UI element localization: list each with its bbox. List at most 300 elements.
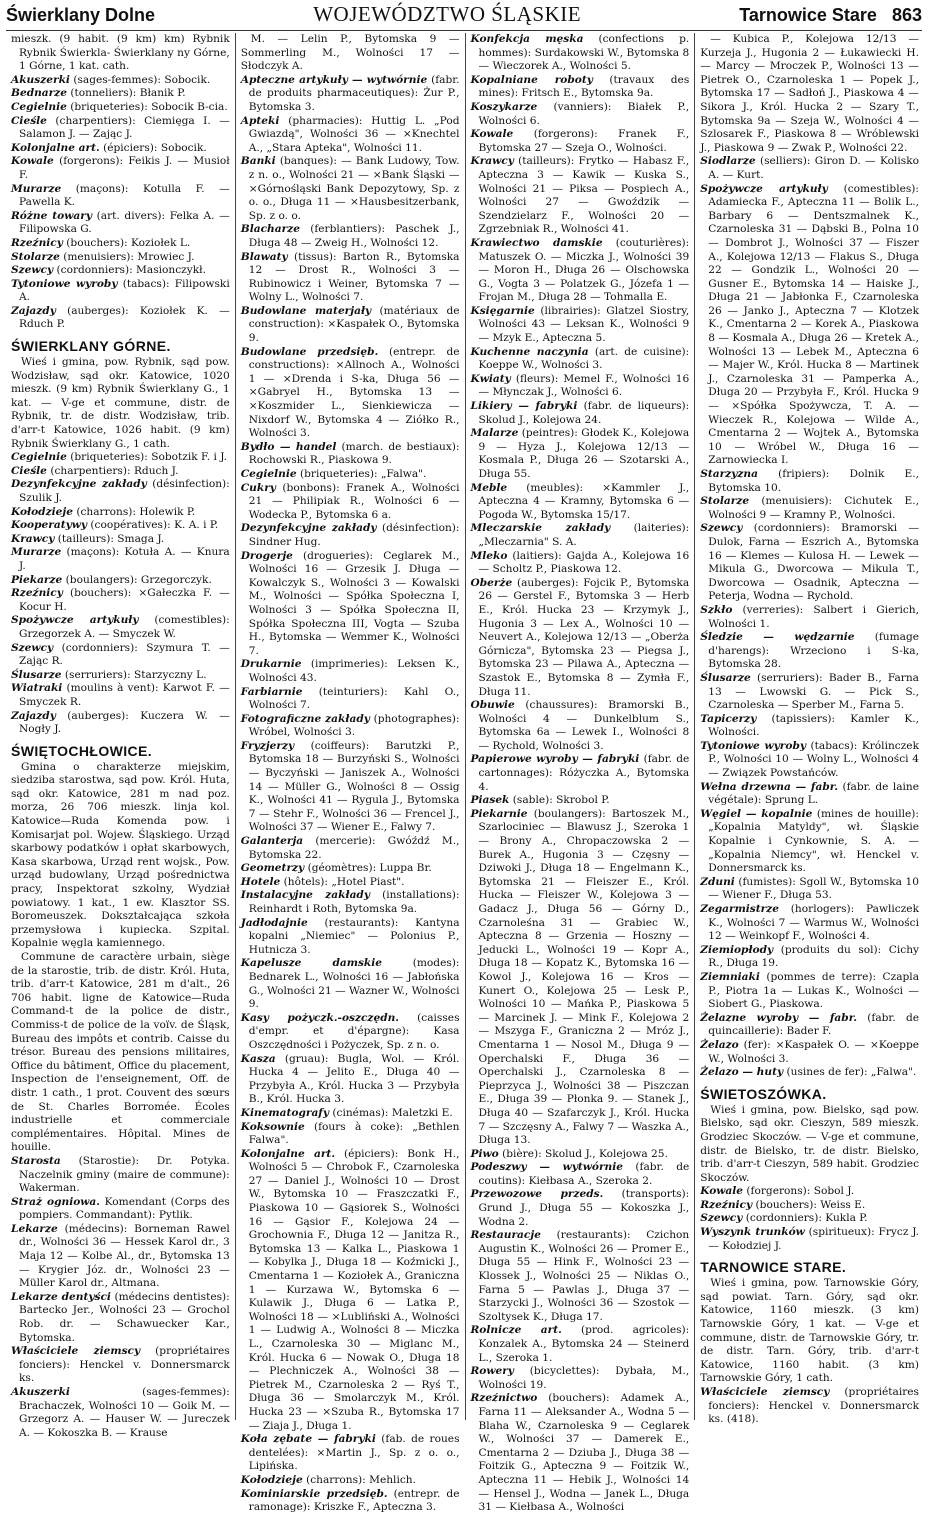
trade-entry [11, 305, 230, 332]
trade-entry-text: (auberges): Fojcik P., Bytomska 26 — Gerstel F., Bytomska 3 — Herb E., Król. Hucka 23 — Krzymyk J., Hugonia 3 — Lex A., Wolności 10 — Neuvert A., Kolejowa 12/13 — „Oberża Górnicza", Bytomska 23 — Piegsa J., Bytomska 23 — Pilawa A., Apteczna — Szastok E., Bytomska 8 — Zymła F., Długa 11. [478, 576, 690, 698]
column-1 [6, 33, 236, 1439]
locality-description: Wieś i gmina, pow. Tarnowskie Góry, sąd powiat. Tarn. Góry, sąd okr. Katowice, 1160 mieszk. (3 km) Tarnowskie Góry, 1 kat. — V-ge et commune, distr. de Tarnowskie Góry, tr. de distr. Tarn. Góry, trib. d'arr-t Katowice, 1160 habit. (3 km) Tarnowskie Góry, 1 cath. [700, 1277, 919, 1385]
trade-category-label: Straż ogniowa. [11, 1195, 100, 1208]
trade-entry [11, 33, 230, 74]
trade-entry-text: (serruriers): Bader B., Farna 13 — Lwowski G. — Pick S., Czarnoleska — Sperber M., Farna 5. [708, 671, 919, 712]
trade-category-label: Rolnicze art. [470, 1324, 562, 1337]
trade-category-label: Kasy pożyczk.-oszczędn. [240, 1011, 399, 1024]
trade-category-label: Kasza [240, 1052, 276, 1065]
trade-entry [471, 794, 690, 808]
trade-entry [11, 682, 230, 709]
trade-entry-text: (modes): Bednarek L., Wolności 16 — Jabłońska G., Wolności 21 — Wazner W., Wolności 9. [248, 957, 460, 1011]
trade-entry [471, 1324, 690, 1365]
trade-entry-text: (art. de cuisine): Koeppe W., Wolności 3. [478, 345, 690, 372]
trade-category-label: Kinematografy [240, 1106, 330, 1119]
trade-entry-text: (verreries): Salbert i Gierich, Wolności 1. [708, 603, 919, 630]
trade-entry [11, 465, 230, 479]
trade-entry-text: (banques): — Bank Ludowy, Tow. z n. o., Wolności 21 — ×Bank Śląski — ×Górnośląski Bank Depozytowy, Sp. z o. o., Długa 11 — ×Hausbesitzerbank, Sp. z o. o. [248, 155, 460, 222]
trade-entry [241, 74, 460, 115]
trade-entry-text: (entrepr. de constructions): ×Allnoch A., Wolności 1 — ×Drenda i S-ka, Długa 56 — ×Gabryel H., Bytomska 13 — ×Koszmider L., Sienkiewicza — Nixdorf W., Bytomska 4 — Ziółko R., Wolności 3. [248, 345, 460, 440]
trade-entry-text: (tonneliers): Błanik P. [70, 87, 186, 100]
trade-entry [11, 251, 230, 265]
header-right-locality: Tarnowice Stare [739, 5, 877, 25]
trade-category-label: Księgarnie [470, 304, 535, 317]
trade-entry-text: Komendant (Corps des pompiers. Commandant): Pytlik. [19, 1195, 230, 1222]
trade-category-label: Ślusarze [700, 671, 751, 684]
trade-entry [471, 753, 690, 794]
trade-entry [700, 740, 919, 781]
trade-entry-text: (moulins à vent): Karwot F. — Smyczek R. [19, 682, 230, 708]
trade-entry [471, 346, 690, 373]
trade-entry [241, 223, 460, 250]
trade-entry-text: (briqueteries): Sobotzik F. i J. [70, 451, 228, 464]
trade-category-label: Mleczarskie zakłady [470, 522, 611, 535]
trade-entry [241, 1433, 460, 1474]
trade-category-label: Szewcy [11, 264, 54, 277]
trade-entry-text: (géomètres): Luppa Br. [307, 862, 432, 875]
trade-category-label: Kowale [700, 1185, 744, 1198]
trade-entry [11, 264, 230, 278]
trade-category-label: Drogerje [240, 549, 293, 562]
trade-category-label: Kooperatywy [11, 519, 88, 532]
trade-entry [241, 251, 460, 305]
trade-entry-text: (fours à coke): „Bethlen Falwa". [248, 1120, 460, 1147]
trade-entry-text: (tabacs): Królinczek P., Wolności 10 — Wolny L., Wolności 4 — Związek Powstańców. [708, 739, 919, 780]
trade-category-label: Wyszynk trunków [700, 1226, 805, 1239]
trade-entry-text: (forgerons): Feikis J. — Musioł F. [19, 155, 230, 181]
trade-entry [471, 1188, 690, 1229]
trade-category-label: Zegarmistrze [700, 903, 780, 915]
trade-entry [471, 373, 690, 400]
trade-entry-text: (tissus): Barton R., Bytomska 12 — Drost R., Wolności 3 — Rubinowicz i Weiner, Bytomska 7 — Wolny L., Wolności 7. [248, 250, 460, 304]
trade-entry [241, 1474, 460, 1488]
trade-category-label: Fotograficzne zakłady [240, 712, 370, 725]
trade-entry-text: (bouchers): Weiss E. [755, 1198, 866, 1211]
trade-entry [241, 876, 460, 890]
trade-entry [471, 305, 690, 346]
trade-entry [11, 642, 230, 669]
trade-entry-text: (sages-femmes): Sobocik. [73, 73, 211, 86]
trade-entry [241, 468, 460, 482]
trade-entry-text: (tailleurs): Smaga J. [57, 532, 165, 545]
trade-entry [241, 155, 460, 223]
trade-entry-text: (fab. de roues dentelées): ×Martin J., Sp. z o. o., Lipińska. [248, 1433, 460, 1473]
trade-category-label: Zajazdy [11, 709, 56, 722]
trade-category-label: Koszykarze [470, 100, 538, 113]
trade-entry [11, 587, 230, 614]
trade-category-label: Krawiectwo damskie [470, 236, 603, 249]
trade-entry-text: (fumistes): Sgoll W., Bytomska 10 — Wiener F., Długa 53. [708, 875, 919, 902]
trade-entry-text: (désinfection): Sindner Hug. [248, 522, 460, 548]
trade-entry-text: (matériaux de construction): ×Kaspałek O., Bytomska 9. [248, 304, 460, 345]
locality-heading: ŚWIETOSZÓWKA. [700, 1085, 827, 1102]
trade-category-label: Kopalniane roboty [470, 73, 593, 86]
trade-entry [241, 1053, 460, 1107]
trade-category-label: Fryzjerzy [240, 739, 295, 752]
trade-entry [471, 237, 690, 305]
trade-entry [11, 1386, 230, 1440]
trade-entry-text: (drogueries): Ceglarek M., Wolności 16 — Grzesik J. Długa — Kowalczyk S., Wolności 3 — Kowalski M., Wolności — Spółka Społeczna I, Wolności 3 — Spółka Społeczna II, Spółka Społeczna III, Vogta — Szuba H., Bytomska — Wemmer K., Wolności 7. [248, 549, 460, 657]
trade-category-label: Starzyzna [700, 468, 758, 480]
trade-entry [11, 710, 230, 737]
trade-category-label: Apteczne artykuły — wytwórnie [240, 73, 428, 86]
trade-entry [471, 522, 690, 549]
trade-entry-text: (sages-femmes): Brachaczek, Wolności 10 — Goik M. — Grzegorz A. — Hauser W. — Jureczek A. — Kokoszka B. — Krause [19, 1386, 230, 1439]
trade-entry-text: (mines de houille): „Kopalnia Matyldy", wł. Śląskie Kopalnie i Cynkownie, S. A. — „Kopalnia Niemcy", wł. Henckel v. Donnersmarck ks. [708, 807, 919, 875]
trade-entry-text: (briqueteries): Sobocik B-cia. [70, 100, 228, 113]
trade-entry [700, 971, 919, 1012]
trade-entry-text: (entrepr. de ramonage): Kriszke F., Apteczna 3. [248, 1487, 460, 1514]
running-head [6, 2, 922, 31]
trade-entry-text: (prod. agricoles): Konzalek A., Bytomska 24 — Steinerd L., Szeroka 1. [478, 1324, 690, 1364]
trade-entry [700, 155, 919, 182]
trade-category-label: Starosta [11, 1154, 61, 1167]
trade-entry [700, 1386, 919, 1427]
trade-category-label: Likiery — fabryki [470, 400, 578, 413]
trade-entry-text: (vanniers): Białek P., Wolności 6. [478, 100, 690, 127]
locality-description: Wieś i gmina, pow. Rybnik, sąd pow. Wodzisław, sąd okr. Katowice, 1020 mieszk. (9 km) Rybnik Świerklany G., 1 kat. — V-ge et commune, distr. de Rybnik, tr. de distr. Wodzisław, trib. d'arr-t Katowice, 1026 habit. (9 km) Rybnik Świerklany G., 1 cath. [11, 356, 230, 450]
trade-entry-text: (bonbons): Franek A., Wolności 21 — Philipiak R., Wolności 6 — Wodecka P., Bytomska 6 a. [248, 481, 460, 521]
trade-entry-text: (boulangers): Bartoszek M., Szarlociniec — Blawusz J., Szeroka 1 — Brony A., Chropaczowska 2 — Burek A., Hugonia 3 — Częsny — Dziwoki J., Długa 18 — Engelmann K., Bytomska 21 — Fleiszer E., Król. Hucka — Fleiszer W., Kolejowa 3 — Gadacz J., Długa 56 — Górny D., Czarnoleśna 31 — Grabiec W., Apteczna 8 — Grzenia — Hoszny — Jeducki L., Wolności 19 — Kopr A., Długa 18 — Kopatz K., Bytomska 16 — Kowol J., Kolejowa 16 — Kros — Kunert O., Kolejowa 25 — Lesk P., Wolności 10 — Mańka P., Piaskowa 5 — Marcinek J. — Mink F., Kolejowa 2 — Mszyga F., Graniczna 2 — Mróz J., Cmentarna 1 — Nosol M., Długa 9 — Operchalski F., Długa 36 — Operchalski J., Czarnoleska 8 — Pieprzyca J., Wolności 38 — Piszczan E., Długa 39 — Płonka 9. — Stanek J., Długa 40 — Szafarczyk J., Król. Hucka 7 — Szczęsny A., Falwy 7 — Waszka A., Długa 13. [478, 807, 690, 1147]
locality-heading: TARNOWICE STARE. [700, 1259, 847, 1276]
trade-entry [241, 1488, 460, 1515]
trade-entry [471, 74, 690, 101]
trade-entry [471, 427, 690, 481]
trade-entry-text: (charrons): Mehlich. [306, 1473, 416, 1486]
trade-entry-text: (fer): ×Kaspałek O. — ×Koeppe W., Wolności 3. [708, 1038, 919, 1065]
trade-entry [11, 210, 230, 237]
trade-category-label: Piasek [470, 794, 510, 807]
locality-description: Gmina o charakterze miejskim, siedziba starostwa, sąd pow. Król. Huta, sąd okr. Katowice, 281 m nad poz. morza, 26 706 mieszk. linja kol. Katowice—Ruda Komenda pow. i Komisarjat pol. Wojew. Śląskiego. Urząd skarbowy podatków i opłat skarbowych, Kasa skarbowa, Urząd rent wojsk., Pow. urząd budowlany, Urząd pośrednictwa pracy, Inspektorat szkolny, Wydział powiatowy. 1 kat., 1 ew. Klasztor SS. Boromeuszek. Dokształcająca szkoła przemysłowa i kupiecka. Szpital. Kopalnie węgla kamiennego. [11, 760, 230, 950]
trade-entry [700, 1039, 919, 1066]
trade-entry [11, 87, 230, 101]
trade-entry [241, 658, 460, 685]
trade-entry [471, 400, 690, 427]
locality-description: — Kubica P., Kolejowa 12/13 — Kurzeja J., Hugonia 2 — Łukawiecki H. — Marcy — Mroczek P., Wolności 13 — Pietrek O., Czarnoleska 1 — Popek J., Bytomska 17 — Sadłoń J., Piaskowa 4 — Sikora J., Król. Hucka 2 — Szary T., Bytomska 9a — Szeja W., Wolności 4 — Szlosarek F., Piaskowa 8 — Wróblewski J., Piaskowa 9 — Zwak P., Wolności 22. [700, 33, 919, 154]
trade-category-label: Właściciele ziemscy [700, 1386, 830, 1398]
trade-category-label: Lekarze dentyści [11, 1290, 111, 1303]
trade-entry [11, 451, 230, 465]
trade-category-label: Lekarze [11, 1222, 58, 1235]
trade-entry [11, 237, 230, 251]
trade-entry-text: (horlogers): Pawliczek K., Wolności 7 — Warmus W., Wolności 12 — Weinkopf F., Wolności 4. [708, 903, 919, 943]
trade-category-label: Rzeźnicy [11, 587, 63, 600]
trade-entry-text: (art. divers): Felka A. — Filipowska G. [19, 209, 230, 236]
trade-entry [700, 781, 919, 808]
trade-category-label: Banki [240, 155, 276, 168]
trade-category-label: Kwiaty [470, 372, 511, 385]
trade-entry-text: (librairies): Glatzel Siostry, Wolności 43 — Leksan K., Wolności 9 — Mzyk E., Apteczna 5. [478, 304, 690, 345]
trade-entry-text: (auberges): Kuczera W. — Nogły J. [19, 709, 230, 736]
column-3 [466, 33, 696, 1514]
trade-category-label: Papierowe wyroby — fabryki [470, 753, 640, 766]
trade-entry-text: (march. de bestiaux): Rochowski R., Piaskowa 9. [248, 440, 460, 467]
trade-category-label: Malarze [470, 427, 519, 440]
trade-entry-text: (gruau): Bugla, Wol. — Król. Hucka 4 — Jelito E., Długa 40 — Przybyła A., Król. Hucka 3 — Przybyła B., Król. Hucka 3. [248, 1052, 460, 1106]
trade-category-label: Cieśle [11, 114, 47, 127]
trade-entry-text: (fumage d'harengs): Wrzeciono i S-ka, Bytomska 28. [708, 631, 919, 671]
header-left-locality: Świerklany Dolne [6, 5, 156, 25]
trade-entry-text: (laitiers): Gajda A., Kolejowa 16 — Scholtz P., Piaskowa 12. [478, 549, 690, 576]
trade-entry-text: (comestibles): Adamiecka F., Apteczna 11 — Bolik L., Barbary 6 — Dentszmalnek K., Czarnoleska 31 — Dąbski B., Polna 10 — Dombrot J., Wolności 37 — Fiszer A., Kolejowa 12/13 — Flakus S., Długa 22 — Gondzik L., Wolności 20 — Gusner E., Bytomska 14 — Haiske J., Długa 21 — Jabłonka F., Czarnoleska 26 — Janko J., Apteczna 7 — Klotzek K., Cmentarna 2 — Korek A., Piaskowa 8 — Kosmala A., Długa 26 — Kretek A., Wolności 13 — Lebek M., Apteczna 6 — Majer W., Król. Hucka 8 — Martinek J., Czarnoleska 31 — Pamperka A., Długa 20 — Przybyła F., Król. Hucka 9 — ×Spółka Spożywcza, T. A. — Wieczek R., Kolejowa — Wilde A., Cmentarna 2 — Wojtek A., Bytomska 10 — Wróbel W., Długa 16 — Zarnowiecka I. [708, 182, 919, 467]
trade-entry [700, 808, 919, 876]
trade-category-label: Żelazo — huty [700, 1066, 784, 1079]
trade-category-label: Koksownie [240, 1120, 305, 1133]
trade-entry [700, 944, 919, 971]
trade-entry [11, 74, 230, 88]
trade-entry-text: (charpentiers): Rduch J. [50, 464, 179, 477]
trade-entry-text: (charrons): Holewik P. [76, 505, 196, 518]
trade-entry [471, 33, 690, 74]
trade-category-label: Stolarze [11, 250, 60, 263]
trade-entry [11, 614, 230, 641]
trade-entry-text: (serruriers): Starzyczny L. [64, 668, 207, 681]
trade-entry [241, 115, 460, 156]
trade-category-label: Hotele [240, 875, 281, 888]
trade-category-label: Budowlane przedsięb. [240, 345, 379, 358]
trade-entry-text: (caisses d'empr. et d'épargne): Kasa Oszczędności i Pożyczek, Sp. z n. o. [248, 1011, 460, 1051]
trade-category-label: Obuwie [470, 699, 515, 712]
trade-category-label: Szkło [700, 603, 733, 616]
trade-category-label: Restauracje [470, 1229, 541, 1242]
trade-category-label: Ślusarze [11, 668, 62, 681]
trade-category-label: Stolarze [700, 495, 750, 508]
trade-entry [700, 1226, 919, 1253]
trade-entry-text: (fabr. de coutins): Kiełbasa A., Szeroka 2. [478, 1161, 690, 1187]
trade-entry [11, 278, 230, 305]
trade-entry [11, 115, 230, 142]
trade-entry [700, 604, 919, 631]
trade-category-label: Ziemniaki [700, 970, 760, 983]
trade-entry-text: (chaussures): Bramorski B., Wolności 4 — Dunkelblum S., Bytomska 6a — Lewek I., Wolności 8 — Rychold, Wolności 3. [478, 699, 690, 752]
trade-category-label: Tytoniowe wyroby [700, 739, 807, 752]
column-4 [695, 33, 924, 1426]
trade-entry-text: (tailleurs): Frytko — Habasz F., Apteczna 3 — Kawik — Kuska S., Wolności 21 — Piksa — Pospiech A., Wolności 27 — Gwoździk — Szendzielarz F., Wolności 20 — Zgrzebniak R., Wolności 41. [478, 155, 690, 236]
trade-entry-text: (fabr. de quincaillerie): Bader F. [708, 1011, 920, 1038]
trade-category-label: Rzeźnictwo [470, 1392, 538, 1405]
trade-entry [241, 305, 460, 346]
trade-entry [471, 577, 690, 699]
trade-category-label: Dezynfekcyjne zakłady [240, 522, 377, 535]
trade-entry-text: (cordonniers): Bramorski — Dulok, Farna — Eszrich A., Bytomska 16 — Klemes — Kulosa H. — Lewek — Mikula G., Dworcowa — Mikula T., Dworcowa — Osadnik, Apteczna — Peterja, Wodna — Rychold. [708, 522, 919, 603]
trade-entry-text: (comestibles): Grzegorzek A. — Smyczek W. [19, 614, 230, 640]
trade-category-label: Oberże [470, 576, 513, 589]
trade-category-label: Koła zębate — fabryki [240, 1433, 376, 1446]
trade-entry [11, 1196, 230, 1223]
trade-entry-text: (fabr. de liqueurs): Skolud J., Kolejowa 24. [478, 400, 690, 426]
trade-entry-text: (laiteries): „Mleczarnia" S. A. [478, 522, 690, 548]
trade-category-label: Dezynfekcyjne zakłady [11, 478, 147, 491]
trade-category-label: Cieśle [11, 464, 47, 477]
trade-entry [471, 808, 690, 1148]
trade-category-label: Spożywcze artykuły [700, 182, 828, 195]
trade-entry [241, 1121, 460, 1148]
trade-entry [241, 957, 460, 1011]
trade-entry-text: (restaurants): Kantyna kopalni „Niemiec" — Polonius P., Hutnicza 3. [248, 916, 460, 956]
trade-category-label: Kowale [470, 128, 514, 141]
trade-entry-text: (coiffeurs): Barutzki P., Bytomska 18 — Burzyński S., Wolności — Byczyński — Janiszek A., Wolności 14 — Müller G., Wolności 8 — Ossig K., Wolności 41 — Rygula J., Bytomska 7 — Stehr F., Wolności 36 — Frencel J., Wolności 37 — Wiener E., Falwy 7. [248, 739, 460, 834]
trade-entry [241, 862, 460, 876]
trade-entry-text: (spiritueux): Frycz J. — Kołodziej J. [708, 1226, 920, 1252]
trade-entry-text: (propriétaires fonciers): Henckel v. Donnersmarck ks. (418). [708, 1386, 919, 1426]
trade-entry-text: (bouchers): Koziołek L. [66, 236, 191, 249]
trade-category-label: Cegielnie [11, 100, 67, 113]
trade-category-label: Spożywcze artykuły [11, 614, 139, 627]
trade-entry [11, 519, 230, 533]
trade-category-label: Cukry [240, 481, 276, 494]
trade-entry-text: (bouchers): ×Gałeczka F. — Kocur H. [19, 587, 230, 613]
trade-entry-text: (propriétaires fonciers): Henckel v. Donnersmarck ks. [19, 1345, 230, 1385]
trade-category-label: Kapelusze damskie [240, 957, 383, 970]
trade-entry-text: (tabacs): Filipowski A. [19, 277, 230, 304]
trade-category-label: Rzeźnicy [700, 1198, 753, 1211]
trade-entry-text: (produits du sol): Cichy R., Długa 19. [708, 943, 919, 970]
trade-entry [471, 101, 690, 128]
trade-entry-text: (cordonniers): Masionczykł. [56, 264, 206, 277]
locality-heading: ŚWIERKLANY GÓRNE. [11, 338, 171, 355]
trade-category-label: Krawcy [470, 155, 514, 168]
trade-category-label: Szewcy [700, 522, 743, 535]
trade-category-label: Rowery [470, 1365, 514, 1378]
locality-description: Wieś i gmina, pow. Bielsko, sąd pow. Bielsko, sąd okr. Cieszyn, 589 mieszk. Grodziec Skoczów. — V-ge et commune, distr. de Bielsko, tr. de distr. Bielsko, trib. d'arr-t Cieszyn, 589 habit. Grodziec Skoczów. [700, 1103, 919, 1184]
trade-entry [11, 506, 230, 520]
trade-entry-text: (fabr. de cartonnages): Różyczka A., Bytomska 4. [478, 753, 690, 793]
trade-category-label: Meble [470, 481, 508, 494]
trade-entry-text: (travaux des mines): Fritsch E., Bytomska 9a. [478, 73, 690, 100]
trade-entry [241, 482, 460, 523]
trade-category-label: Szewcy [700, 1212, 743, 1225]
trade-category-label: Wełna drzewna — fabr. [700, 780, 839, 793]
trade-entry [700, 1012, 919, 1039]
trade-entry [11, 546, 230, 573]
trade-category-label: Kolonjalne art. [11, 141, 100, 154]
trade-entry [471, 128, 690, 155]
trade-entry [700, 522, 919, 604]
trade-category-label: Żelazne wyroby — fabr. [700, 1011, 858, 1024]
header-province-title: WOJEWÓDZTWO ŚLĄSKIE [313, 2, 582, 26]
trade-entry [241, 713, 460, 740]
trade-category-label: Konfekcja męska [470, 33, 584, 45]
trade-category-label: Podeszwy — wytwórnie [470, 1161, 624, 1174]
trade-entry-text: (boulangers): Grzegorczyk. [65, 573, 212, 586]
trade-category-label: Tytoniowe wyroby [11, 277, 118, 290]
trade-entry [11, 533, 230, 547]
trade-entry [700, 1212, 919, 1226]
trade-category-label: Żelazo [700, 1038, 739, 1051]
trade-entry [700, 631, 919, 672]
trade-entry [11, 183, 230, 210]
trade-entry [471, 1148, 690, 1162]
trade-entry-text: (bouchers): Adamek A., Farna 11 — Aleksander A., Wodna 5 — Blaha W., Czarnoleska 9 — Ceglarek W., Wolności 37 — Damerek E., Cmentarna 2 — Dziuba J., Długa 38 — Foitzik G., Apteczna 9 — Foitzik W., Apteczna 11 — Hebik J., Wolności 14 — Hensel J., Wodna — Janek L., Długa 31 — Kiełbasa A., Wolności [478, 1392, 690, 1514]
trade-category-label: Mleko [470, 549, 508, 562]
trade-entry [241, 835, 460, 862]
trade-entry-text: (fabr. de laine végétale): Sprung L. [708, 780, 920, 807]
trade-entry-text: (médecins dentistes): Bartecko Jer., Wolności 23 — Grochol Rob. dr. — Schawuecker Kar., Bytomska. [19, 1290, 230, 1344]
trade-entry [471, 482, 690, 523]
trade-entry-text: (briqueteries): „Falwa". [299, 468, 427, 480]
trade-category-label: Jadłodajnie [240, 916, 308, 929]
trade-entry-text: (épiciers): Sobocik. [103, 141, 207, 154]
trade-entry [241, 740, 460, 835]
trade-entry-text: (photographes): Wróbel, Wolności 3. [248, 712, 460, 739]
trade-entry [471, 155, 690, 237]
trade-entry-text: (menuisiers): Mrowiec J. [63, 250, 195, 263]
trade-entry-text: (désinfection): Szulik J. [19, 478, 230, 504]
trade-entry [471, 1161, 690, 1188]
trade-category-label: Farbiarnie [240, 685, 303, 698]
trade-entry [11, 669, 230, 683]
trade-category-label: Cegielnie [11, 451, 67, 464]
trade-entry-text: (teinturiers): Kahl O., Wolności 7. [248, 685, 460, 712]
trade-entry-text: (maçons): Kotulla F. — Pawella K. [19, 182, 230, 209]
trade-category-label: Kuchenne naczynia [470, 345, 589, 358]
trade-entry-text: (fripiers): Dolnik E., Bytomska 10. [708, 468, 919, 494]
trade-entry-text: (Starostie): Dr. Potyka. Naczelnik gminy (maire de commune): Wakerman. [19, 1154, 230, 1195]
trade-entry [700, 713, 919, 740]
trade-entry-text: (pharmacies): Huttig L. „Pod Gwiazdą", Wolności 36 — ×Knechtel A., „Stara Apteka", Wolności 11. [248, 114, 460, 154]
trade-category-label: Szewcy [11, 641, 54, 654]
trade-entry [471, 1392, 690, 1514]
trade-entry-text: (restaurants): Czichon Augustin K., Wolności 26 — Promer E., Długa 55 — Hink F., Wolności 23 — Klossek J., Wolności 25 — Niklas O., Farna 5 — Pawlas J., Długa 37 — Starzycki J., Wolności 36 — Szostok — Szoltysek K., Długa 17. [478, 1229, 690, 1323]
trade-category-label: Właściciele ziemscy [11, 1345, 141, 1358]
trade-category-label: Instalacyjne zakłady [240, 889, 370, 902]
trade-entry [11, 155, 230, 182]
trade-entry-text: (confections p. hommes): Surdakowski W., Bytomska 8 — Wieczorek A., Wolności 5. [478, 33, 690, 73]
trade-entry-text: (ferblantiers): Paschek J., Długa 48 — Zweig H., Wolności 12. [248, 223, 460, 249]
trade-entry-text: (forgerons): Sobol J. [746, 1185, 855, 1198]
trade-category-label: Akuszerki [11, 73, 70, 86]
trade-entry [241, 550, 460, 659]
trade-entry-text: (cinémas): Maletzki E. [332, 1106, 453, 1119]
trade-entry-text: (sable): Skrobol P. [512, 794, 610, 807]
trade-entry-text: (médecins): Borneman Rawel dr., Wolności 36 — Hessek Karol dr., 3 Maja 12 — Kolbe Al., dr., Bytomska 13 — Krygier Józ. dr., Wolności 23 — Müller Karol dr., Altmana. [19, 1222, 230, 1290]
trade-entry [471, 699, 690, 753]
trade-category-label: Kominiarskie przedsięb. [240, 1487, 388, 1500]
trade-category-label: Blacharze [240, 223, 300, 236]
trade-category-label: Apteki [240, 114, 280, 127]
trade-entry [241, 346, 460, 441]
trade-entry-text: (imprimeries): Leksen K., Wolności 43. [248, 658, 460, 684]
trade-entry-text: (cordonniers): Szymura T. — Zając R. [19, 641, 230, 668]
trade-entry [700, 1066, 919, 1080]
trade-entry [471, 1229, 690, 1324]
trade-entry-text: (cordonniers): Kukla P. [745, 1212, 868, 1225]
trade-entry-text: (fabr. de produits pharmaceutiques): Żur P., Bytomska 3. [248, 73, 460, 113]
trade-entry-text: (peintres): Głodek K., Kolejowa 9 — Hyza J., Kolejowa 12/13 — Kosmala P., Długa 26 — Szotarski A., Długa 55. [478, 427, 690, 480]
trade-entry [11, 142, 230, 156]
trade-entry [700, 1185, 919, 1199]
trade-entry-text: (fleurs): Memel F., Wolności 16 — Młynczak J., Wolności 6. [478, 372, 690, 399]
trade-entry [700, 1199, 919, 1213]
trade-category-label: Blawaty [240, 250, 288, 263]
trade-entry [700, 876, 919, 903]
trade-category-label: Zajazdy [11, 304, 56, 317]
trade-entry-text: (bicyclettes): Dybała, M., Wolności 19. [478, 1365, 690, 1391]
column-2 [236, 33, 466, 1514]
trade-entry-text: (mercerie): Gwóźdź M., Bytomska 22. [248, 835, 460, 861]
trade-entry-text: (meubles): ×Kammler J., Apteczna 4 — Kramny, Bytomska 6 — Pogoda W., Bytomska 15/17. [478, 481, 690, 521]
trade-entry [11, 1345, 230, 1386]
trade-entry [700, 903, 919, 944]
trade-entry [241, 1107, 460, 1121]
trade-category-label: Kołodzieje [11, 505, 73, 518]
trade-entry-text: (forgerons): Franek F., Bytomska 27 — Szeja O., Wolności. [478, 128, 690, 154]
trade-category-label: Kolonjalne art. [240, 1147, 336, 1160]
trade-entry [700, 183, 919, 468]
trade-category-label: Piekarze [11, 573, 63, 586]
trade-entry [11, 574, 230, 588]
trade-entry-text: (couturières): Matuszek O. — Miczka J., Wolności 39 — Moron H., Długa 26 — Olschowska G., Vogta 3 — Polatzek G., Józefa 1 — Frojan M., Długa 28 — Tohmalla E. [478, 236, 690, 304]
